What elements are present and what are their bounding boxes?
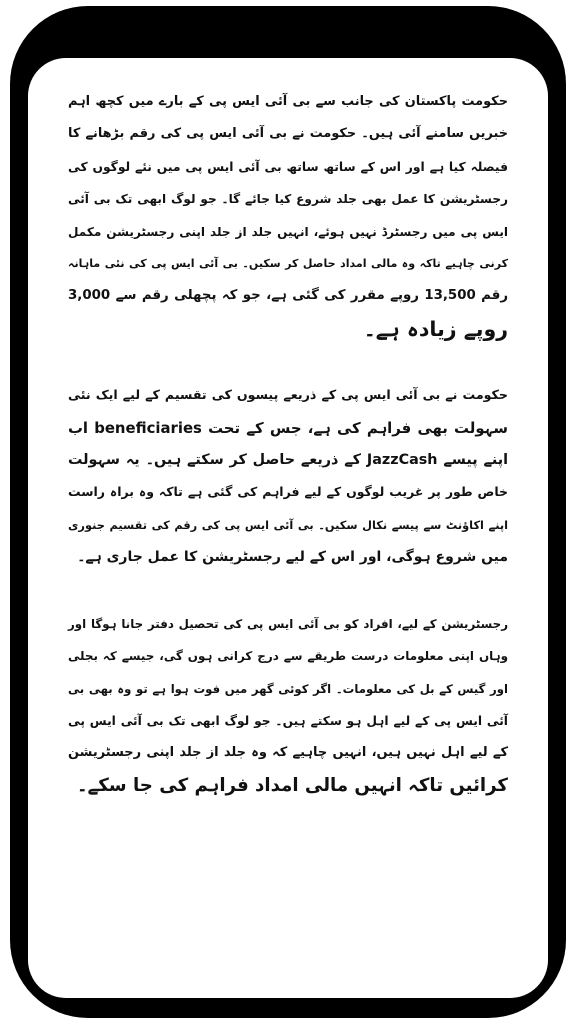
text-line: رقم 13,500 روپے مقرر کی گئی ہے، جو کہ پچھلی رقم سے 3,000 <box>68 288 508 304</box>
text-line: آئی ایس پی کے لیے اہل ہو سکتے ہیں۔ جو لوگ ابھی تک بی آئی ایس پی <box>68 713 508 728</box>
paragraph-spacer <box>68 345 508 379</box>
text-line: حکومت نے بی آئی ایس پی کے ذریعے پیسوں کی تقسیم کے لیے ایک نئی <box>68 387 508 403</box>
text-line: روپے زیادہ ہے۔ <box>363 316 508 341</box>
text-line: وہاں اپنی معلومات درست طریقے سے درج کرانی ہوں گی، جیسے کہ بجلی <box>68 649 508 664</box>
text-line: اور گیس کے بل کی معلومات۔ اگر کوئی گھر میں فوت ہوا ہے تو وہ بھی بی <box>68 681 508 696</box>
text-line: خبریں سامنے آئی ہیں۔ حکومت نے بی آئی ایس پی کی رقم بڑھانے کا <box>68 126 508 142</box>
text-line: فیصلہ کیا ہے اور اس کے ساتھ ساتھ بی آئی ایس پی میں نئے لوگوں کی <box>68 159 508 174</box>
text-line: ایس پی میں رجسٹرڈ نہیں ہوئے، انہیں جلد از جلد اپنی رجسٹریشن مکمل <box>68 224 508 239</box>
paragraph-2 <box>68 379 508 573</box>
text-line: کرنی چاہیے تاکہ وہ مالی امداد حاصل کر سکیں۔ بی آئی ایس پی کی نئی ماہانہ <box>68 257 508 271</box>
article-body <box>68 86 508 802</box>
text-line: حکومت پاکستان کی جانب سے بی آئی ایس پی کے بارے میں کچھ اہم <box>68 94 508 109</box>
text-line: کے لیے اہل نہیں ہیں، انہیں چاہیے کہ وہ جلد از جلد اپنی رجسٹریشن <box>68 745 508 761</box>
paragraph-spacer <box>68 574 508 608</box>
paragraph-3 <box>68 608 508 802</box>
text-line: میں شروع ہوگی، اور اس کے لیے رجسٹریشن کا عمل جاری ہے۔ <box>77 549 508 566</box>
text-line: خاص طور پر غریب لوگوں کے لیے فراہم کی گئی ہے تاکہ وہ براہ راست <box>68 484 508 500</box>
phone-frame <box>10 6 566 1018</box>
text-line: سہولت بھی فراہم کی ہے، جس کے تحت beneficiaries اب <box>68 418 508 437</box>
text-line: کرائیں تاکہ انہیں مالی امداد فراہم کی جا سکے۔ <box>76 774 508 796</box>
text-line: اپنے اکاؤنٹ سے پیسے نکال سکیں۔ بی آئی ایس پی کی رقم کی تقسیم جنوری <box>68 517 508 532</box>
text-line: اپنے پیسے JazzCash کے ذریعے حاصل کر سکتے ہیں۔ یہ سہولت <box>68 452 509 469</box>
phone-screen <box>28 58 548 998</box>
text-line: رجسٹریشن کا عمل بھی جلد شروع کیا جائے گا۔ جو لوگ ابھی تک بی آئی <box>68 192 508 207</box>
text-line: رجسٹریشن کے لیے، افراد کو بی آئی ایس پی کی تحصیل دفتر جانا ہوگا اور <box>68 616 508 631</box>
paragraph-1 <box>68 86 508 345</box>
